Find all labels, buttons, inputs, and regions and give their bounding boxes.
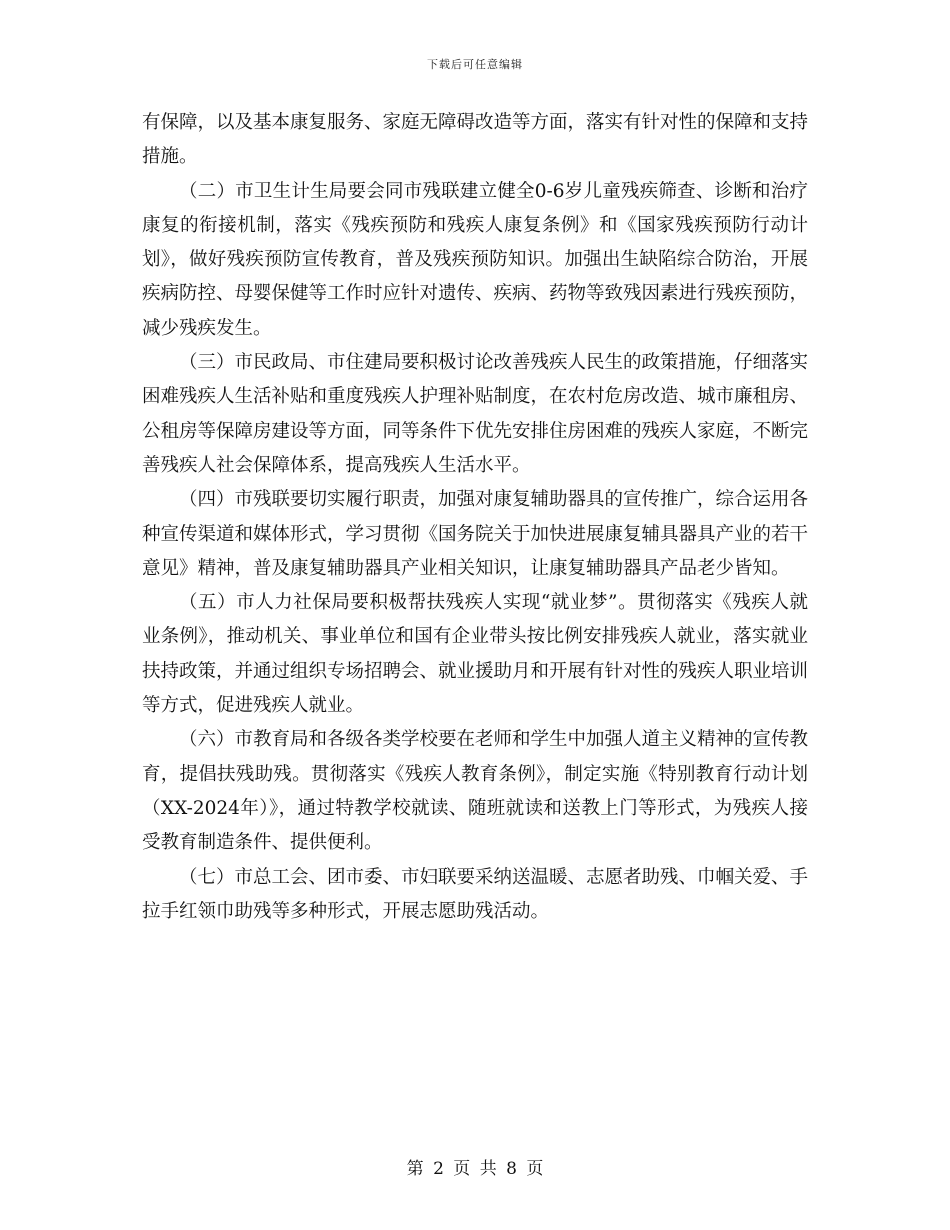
page-header: 下载后可任意编辑 (427, 58, 523, 71)
paragraph-item-2: （二）市卫生计生局要会同市残联建立健全0-6岁儿童残疾筛查、诊断和治疗康复的衔接机制，落实《残疾预防和残疾人康复条例》和《国家残疾预防行动计划》，做好残疾预防宣传教育，普及残疾预防知识。加强出生缺陷综合防治，开展疾病防控、母婴保健等工作时应针对遗传、疾病、药物等致残因素进行残疾预防，减少残疾发生。 (142, 180, 809, 339)
paragraph-item-7: （七）市总工会、团市委、市妇联要采纳送温暖、志愿者助残、巾帼关爱、手拉手红领巾助残等多种形式，开展志愿助残活动。 (142, 866, 809, 922)
document-body (142, 106, 808, 929)
paragraph-continued: 有保障，以及基本康复服务、家庭无障碍改造等方面，落实有针对性的保障和支持措施。 (142, 112, 809, 168)
paragraph-item-3: （三）市民政局、市住建局要积极讨论改善残疾人民生的政策措施，仔细落实困难残疾人生活补贴和重度残疾人护理补贴制度，在农村危房改造、城市廉租房、公租房等保障房建设等方面，同等条件下优先安排住房困难的残疾人家庭，不断完善残疾人社会保障体系，提高残疾人生活水平。 (142, 352, 809, 476)
paragraph-item-6: （六）市教育局和各级各类学校要在老师和学生中加强人道主义精神的宣传教育，提倡扶残助残。贯彻落实《残疾人教育条例》，制定实施《特别教育行动计划（XX-2024年）》，通过特教学校就读、随班就读和送教上门等形式，为残疾人接受教育制造条件、提供便利。 (142, 729, 809, 854)
page-number-footer: 第 2 页 共 8 页 (406, 1159, 544, 1179)
paragraph-item-5: （五）市人力社保局要积极帮扶残疾人实现“就业梦”。贯彻落实《残疾人就业条例》，推动机关、事业单位和国有企业带头按比例安排残疾人就业，落实就业扶持政策，并通过组织专场招聘会、就业援助月和开展有针对性的残疾人职业培训等方式，促进残疾人就业。 (142, 592, 809, 717)
paragraph-item-4: （四）市残联要切实履行职责，加强对康复辅助器具的宣传推广，综合运用各种宣传渠道和媒体形式，学习贯彻《国务院关于加快进展康复辅具器具产业的若干意见》精神，普及康复辅助器具产业相关知识，让康复辅助器具产品老少皆知。 (142, 489, 809, 579)
